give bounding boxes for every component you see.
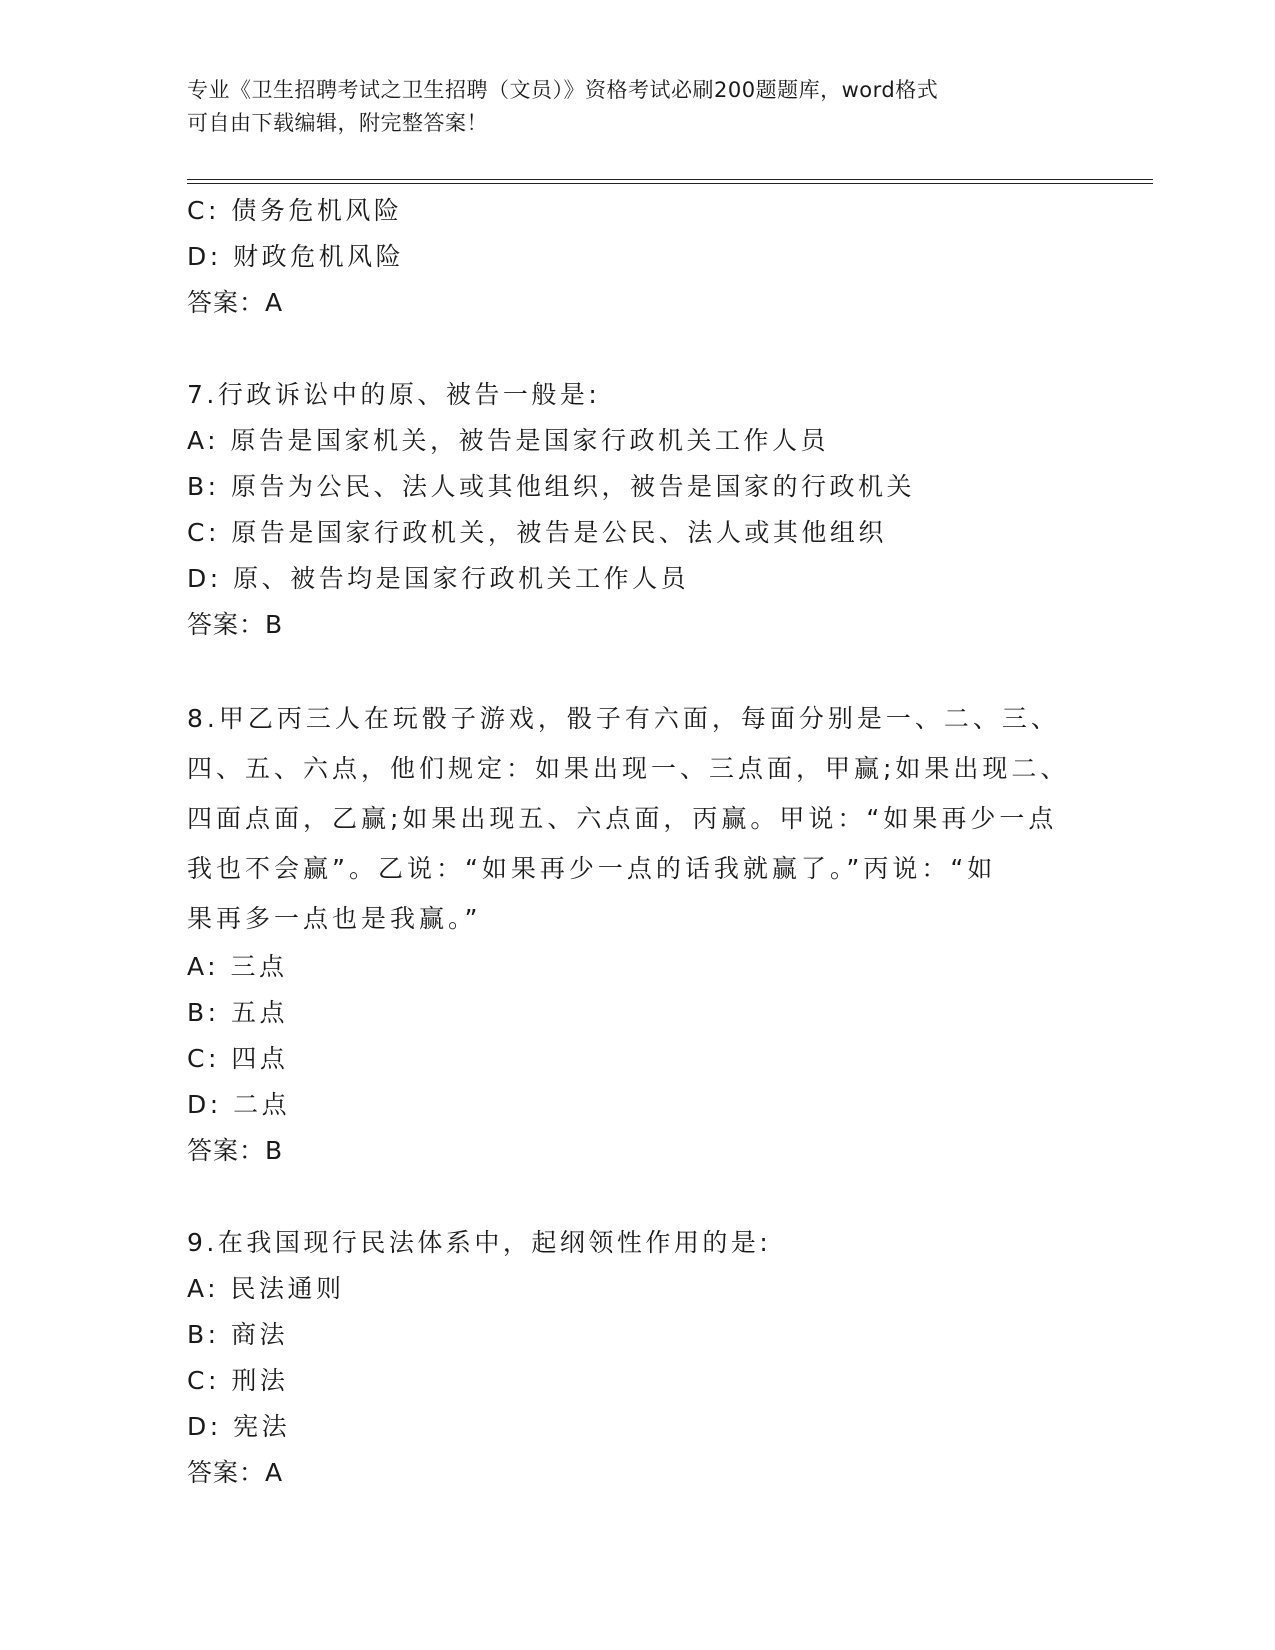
header-line-1: 专业《卫生招聘考试之卫生招聘（文员）》资格考试必刷200题题库，word格式 — [187, 78, 939, 102]
option-c: C: 刑法 — [187, 1366, 289, 1395]
question-content — [187, 188, 1087, 1496]
spacer — [187, 648, 1087, 694]
question-text-line: 四、五、六点，他们规定：如果出现一、三点面，甲赢;如果出现二、 — [187, 754, 1070, 783]
question-text-line: 我也不会赢”。乙说：“如果再少一点的话我就赢了。”丙说：“如 — [187, 854, 997, 883]
answer: 答案：B — [187, 610, 284, 639]
header-double-rule — [187, 179, 1153, 184]
spacer — [187, 326, 1087, 372]
question-text: 9.在我国现行民法体系中，起纲领性作用的是: — [187, 1228, 772, 1257]
option-a: A: 民法通则 — [187, 1274, 345, 1303]
option-d: D: 二点 — [187, 1090, 291, 1119]
document-header — [187, 74, 1087, 140]
question-text-line: 8.甲乙丙三人在玩骰子游戏，骰子有六面，每面分别是一、二、三、 — [187, 704, 1060, 733]
option-a: A: 原告是国家机关，被告是国家行政机关工作人员 — [187, 426, 830, 455]
option-d: D: 原、被告均是国家行政机关工作人员 — [187, 564, 690, 593]
spacer — [187, 1174, 1087, 1220]
answer: 答案：B — [187, 1136, 284, 1165]
question-9 — [187, 1220, 1087, 1496]
option-c: C: 原告是国家行政机关，被告是公民、法人或其他组织 — [187, 518, 887, 547]
answer: 答案：A — [187, 1458, 284, 1487]
header-line-2: 可自由下载编辑，附完整答案！ — [187, 111, 488, 135]
question-text-line: 果再多一点也是我赢。” — [187, 904, 482, 933]
option-d: D: 宪法 — [187, 1412, 291, 1441]
option-b: B: 五点 — [187, 998, 289, 1027]
option-a: A: 三点 — [187, 952, 288, 981]
question-6-tail — [187, 188, 1087, 326]
answer: 答案：A — [187, 288, 284, 317]
option-b: B: 商法 — [187, 1320, 289, 1349]
question-8 — [187, 694, 1087, 1174]
option-c: C: 四点 — [187, 1044, 289, 1073]
question-7 — [187, 372, 1087, 648]
question-text-line: 四面点面，乙赢;如果出现五、六点面，丙赢。甲说：“如果再少一点 — [187, 804, 1058, 833]
option-c: C: 债务危机风险 — [187, 196, 403, 225]
option-d: D: 财政危机风险 — [187, 242, 405, 271]
option-b: B: 原告为公民、法人或其他组织，被告是国家的行政机关 — [187, 472, 916, 501]
question-text: 7.行政诉讼中的原、被告一般是: — [187, 380, 601, 409]
